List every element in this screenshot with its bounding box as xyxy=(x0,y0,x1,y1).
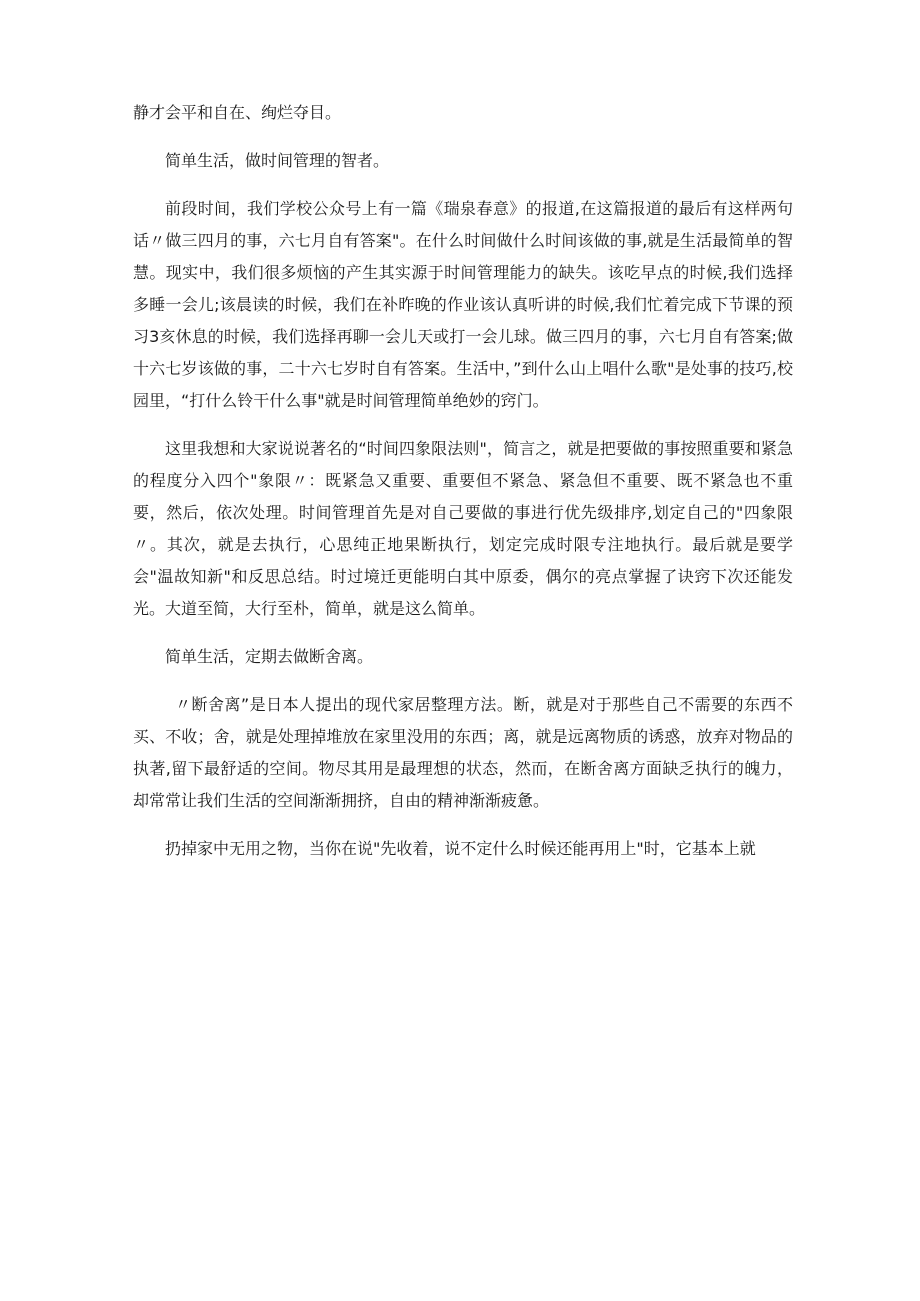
document-body xyxy=(133,97,793,881)
paragraph-four-quadrants: 这里我想和大家说说著名的“时间四象限法则"，简言之，就是把要做的事按照重要和紧急的程度分入四个"象限〃：既紧急又重要、重要但不紧急、紧急但不重要、既不紧急也不重要，然后，依次处理。时间管理首先是对自己要做的事进行优先级排序,划定自己的"四象限〃。其次，就是去执行，心思纯正地果断执行，划定完成时限专注地执行。最后就是要学会"温故知新"和反思总结。时过境迁更能明白其中原委，偶尔的亮点掌握了诀窍下次还能发光。大道至简，大行至朴，简单，就是这么简单。 xyxy=(133,439,793,618)
paragraph-time-management-story: 前段时间，我们学校公众号上有一篇《瑞泉春意》的报道,在这篇报道的最后有这样两句话〃做三四月的事，六七月自有答案"。在什么时间做什么时间该做的事,就是生活最简单的智慧。现实中，我们很多烦恼的产生其实源于时间管理能力的缺失。该吃早点的时候,我们选择多睡一会儿;该晨读的时候，我们在补昨晚的作业该认真听讲的时候,我们忙着完成下节课的预习3亥休息的时候，我们选择再聊一会儿天或打一会儿球。做三四月的事，六七月自有答案;做十六七岁该做的事，二十六七岁时自有答案。生活中，”到什么山上唱什么歌"是处事的技巧,校园里，“打什么铃干什么事"就是时间管理简单绝妙的窍门。 xyxy=(133,199,793,410)
paragraph-continuation: 静才会平和自在、绚烂夺目。 xyxy=(133,103,342,122)
section-heading-time-management: 简单生活，做时间管理的智者。 xyxy=(165,151,390,170)
paragraph-throw-away: 扔掉家中无用之物，当你在说"先收着，说不定什么时候还能再用上"时，它基本上就 xyxy=(165,839,756,858)
section-heading-decluttering: 简单生活，定期去做断舍离。 xyxy=(165,647,374,666)
paragraph-danshari: 〃断舍离”是日本人提出的现代家居整理方法。断，就是对于那些自己不需要的东西不买、不收；舍，就是处理掉堆放在家里没用的东西；离，就是远离物质的诱惑，放弃对物品的执著,留下最舒适的空间。物尽其用是最理想的状态，然而，在断舍离方面缺乏执行的魄力，却常常让我们生活的空间渐渐拥挤，自由的精神渐渐疲惫。 xyxy=(133,695,793,810)
